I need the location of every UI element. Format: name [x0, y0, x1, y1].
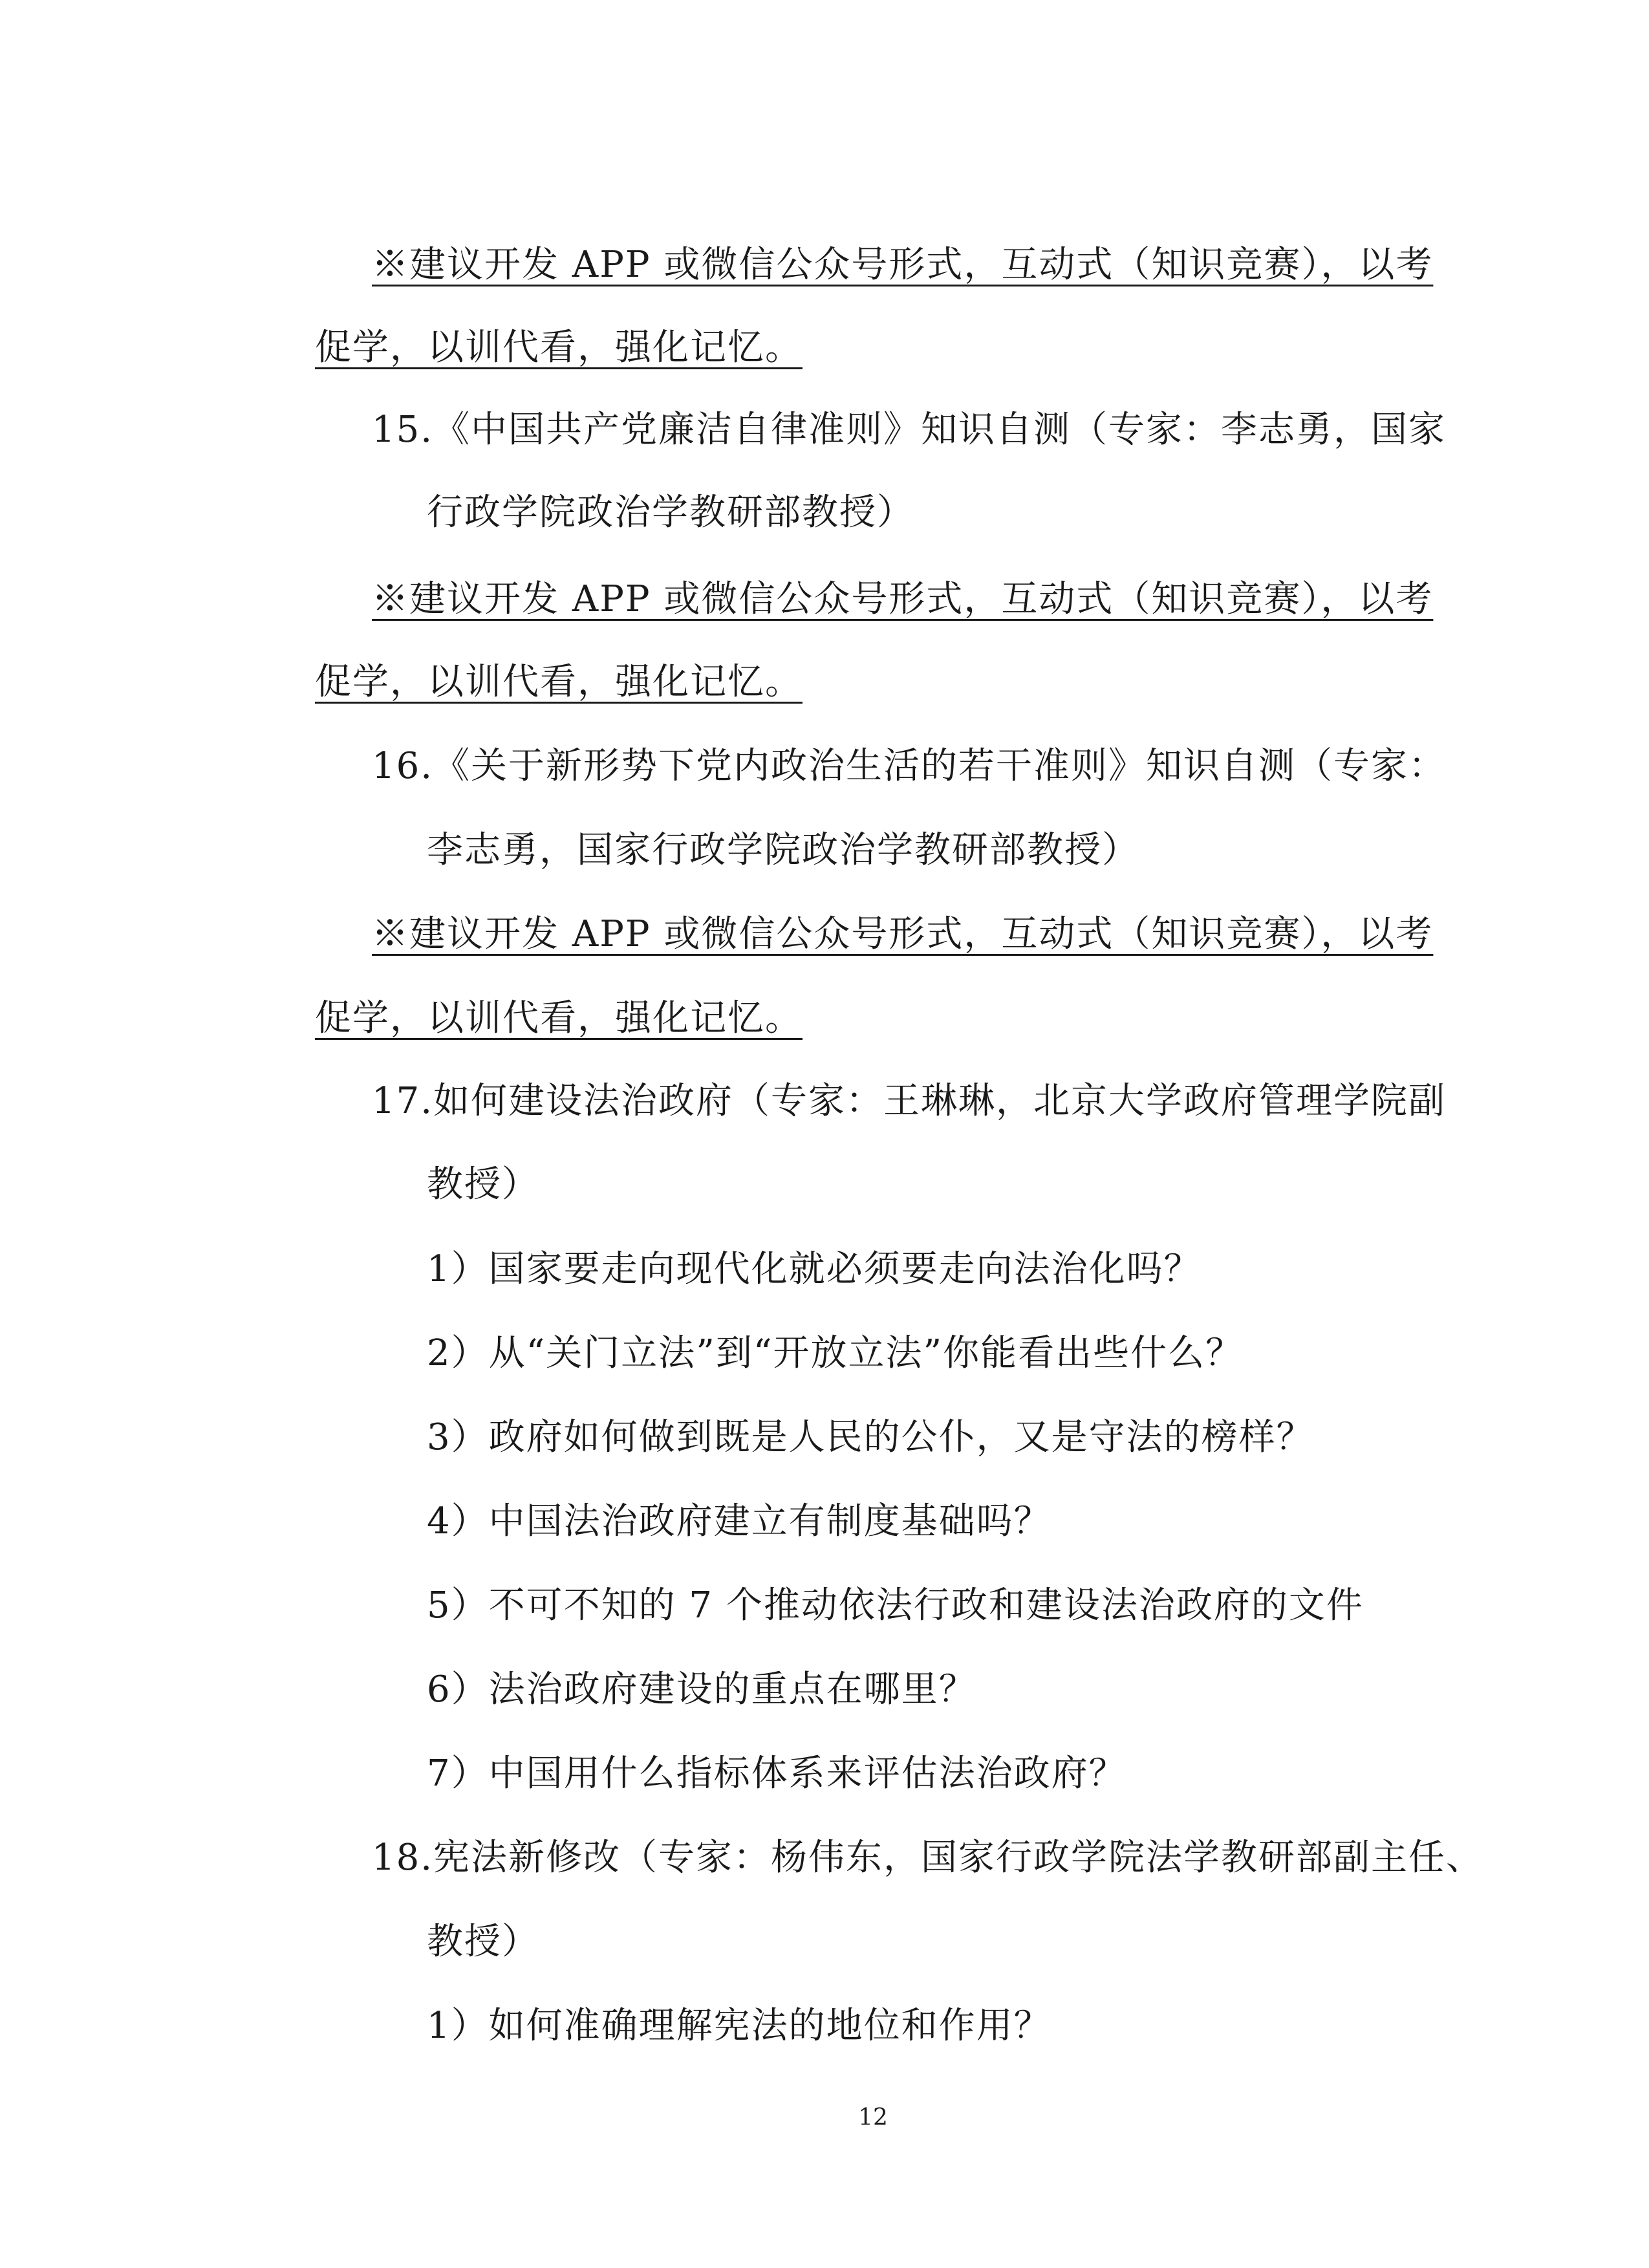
item-17-subitem-6: 6）法治政府建设的重点在哪里？ — [427, 1669, 976, 1711]
item-16-title-continued: 李志勇，国家行政学院政治学教研部教授） — [427, 829, 1139, 871]
item-15-title-continued: 行政学院政治学教研部教授） — [427, 491, 914, 534]
recommendation-2-line-2: 促学，以训代看，强化记忆。 — [315, 661, 803, 703]
item-17-subitem-1: 1）国家要走向现代化就必须要走向法治化吗？ — [427, 1248, 1202, 1290]
item-17-subitem-2: 2）从“关门立法”到“开放立法”你能看出些什么？ — [427, 1332, 1244, 1374]
recommendation-3-line-2: 促学，以训代看，强化记忆。 — [315, 997, 803, 1039]
item-17-title-continued: 教授） — [427, 1163, 539, 1205]
recommendation-2-line-1: ※建议开发 APP 或微信公众号形式，互动式（知识竞赛），以考 — [372, 578, 1434, 620]
item-17-subitem-5: 5）不可不知的 7 个推动依法行政和建设法治政府的文件 — [427, 1584, 1364, 1626]
item-15-title: 15.《中国共产党廉洁自律准则》知识自测（专家：李志勇，国家 — [372, 409, 1447, 451]
item-17-subitem-4: 4）中国法治政府建立有制度基础吗？ — [427, 1500, 1051, 1542]
item-17-subitem-7: 7）中国用什么指标体系来评估法治政府？ — [427, 1753, 1126, 1795]
item-16-title: 16.《关于新形势下党内政治生活的若干准则》知识自测（专家： — [372, 745, 1447, 787]
item-18-title-continued: 教授） — [427, 1921, 539, 1963]
item-17-title: 17.如何建设法治政府（专家：王琳琳，北京大学政府管理学院副 — [372, 1080, 1447, 1122]
recommendation-1-line-2: 促学，以训代看，强化记忆。 — [315, 327, 803, 369]
item-18-title: 18.宪法新修改（专家：杨伟东，国家行政学院法学教研部副主任、 — [372, 1837, 1484, 1879]
recommendation-3-line-1: ※建议开发 APP 或微信公众号形式，互动式（知识竞赛），以考 — [372, 913, 1434, 955]
recommendation-1-line-1: ※建议开发 APP 或微信公众号形式，互动式（知识竞赛），以考 — [372, 244, 1434, 286]
item-18-subitem-1: 1）如何准确理解宪法的地位和作用？ — [427, 2005, 1051, 2047]
item-17-subitem-3: 3）政府如何做到既是人民的公仆，又是守法的榜样？ — [427, 1416, 1314, 1458]
page-number: 12 — [858, 2104, 888, 2131]
